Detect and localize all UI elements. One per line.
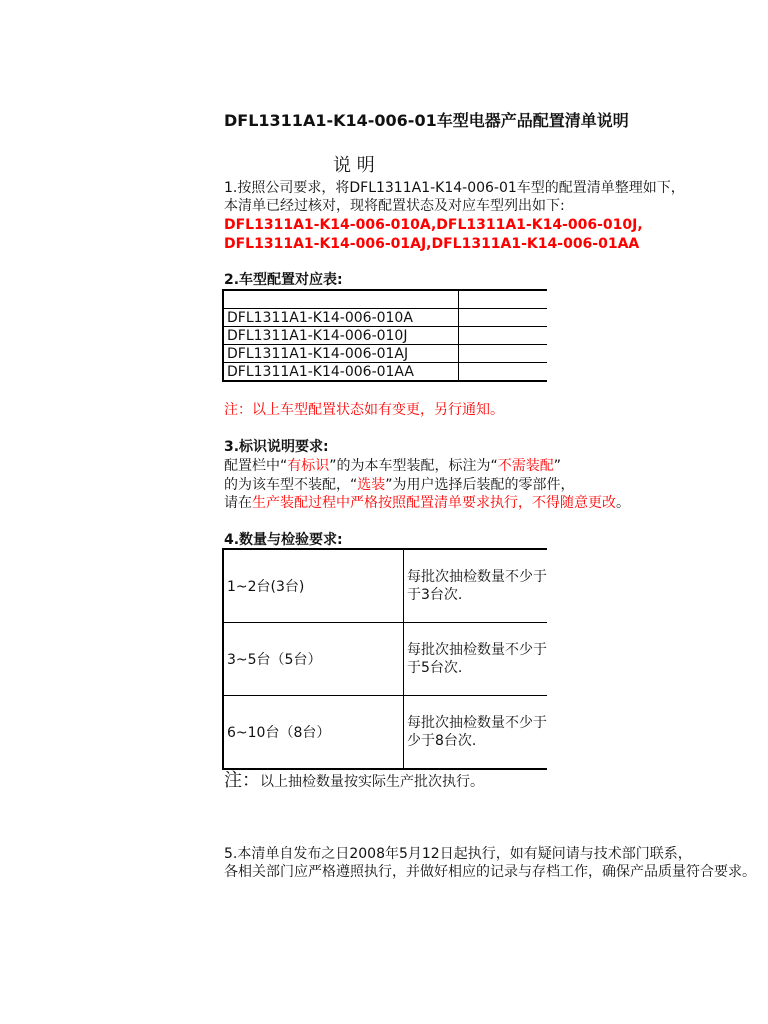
table-row — [223, 290, 547, 309]
document-title: DFL1311A1-K14-006-01车型电器产品配置清单说明 — [224, 111, 629, 130]
model-cell — [223, 290, 459, 309]
desc-line: 于3台次. — [407, 587, 463, 603]
section3-line3 — [224, 494, 630, 512]
text-segment: ”的为本车型装配，标注为“ — [329, 458, 498, 474]
desc-line: 每批次抽检数量不少于 — [407, 569, 547, 585]
highlight-text: 选装 — [357, 477, 386, 493]
quantity-table — [222, 548, 547, 770]
desc-line: 每批次抽检数量不少于 — [407, 715, 547, 731]
document-subtitle: 说 明 — [333, 155, 375, 176]
highlight-text: 不需装配 — [497, 458, 554, 474]
note-text: 以上抽检数量按实际生产批次执行。 — [260, 774, 484, 790]
text-segment: 。 — [616, 495, 630, 511]
model-cell: DFL1311A1-K14-006-01AA — [223, 363, 459, 382]
text-segment: ”为用户选择后装配的零部件， — [385, 477, 575, 493]
section1-line1: 1.按照公司要求，将DFL1311A1-K14-006-01车型的配置清单整理如下， — [224, 180, 685, 196]
table-row — [223, 309, 547, 327]
qty-cell: 3~5台（5台） — [223, 623, 404, 696]
section1-models-2: DFL1311A1-K14-006-01AJ,DFL1311A1-K14-006-01AA — [224, 236, 640, 252]
value-cell — [459, 345, 547, 363]
table-row — [223, 696, 547, 770]
section3-line1 — [224, 457, 561, 475]
section4-heading: 4.数量与检验要求: — [224, 532, 343, 548]
section3-line2 — [224, 476, 575, 494]
desc-line: 于5台次. — [407, 660, 463, 676]
value-cell — [459, 309, 547, 327]
table-row — [223, 549, 547, 623]
value-cell — [459, 363, 547, 382]
qty-cell: 1~2台(3台) — [223, 549, 404, 623]
desc-line: 少于8台次. — [407, 733, 477, 749]
desc-line: 每批次抽检数量不少于 — [407, 642, 547, 658]
section2-heading: 2.车型配置对应表: — [224, 272, 343, 288]
section3-heading: 3.标识说明要求: — [224, 439, 329, 455]
value-cell — [459, 327, 547, 345]
qty-cell: 6~10台（8台） — [223, 696, 404, 770]
highlight-text: 有标识 — [287, 458, 330, 474]
table-row — [223, 623, 547, 696]
section5-line2: 各相关部门应严格遵照执行，并做好相应的记录与存档工作，确保产品质量符合要求。 — [224, 864, 756, 880]
model-cell: DFL1311A1-K14-006-01AJ — [223, 345, 459, 363]
model-config-table — [222, 289, 547, 382]
model-cell: DFL1311A1-K14-006-010A — [223, 309, 459, 327]
text-segment: 配置栏中“ — [224, 458, 288, 474]
highlight-text: 生产装配过程中严格按照配置清单要求执行，不得随意更改 — [252, 495, 616, 511]
desc-cell — [404, 696, 548, 770]
table-row — [223, 345, 547, 363]
section4-note — [224, 772, 484, 791]
text-segment: 的为该车型不装配，“ — [224, 477, 358, 493]
section1-models-1: DFL1311A1-K14-006-010A,DFL1311A1-K14-006-010J, — [224, 217, 643, 233]
desc-cell — [404, 623, 548, 696]
section1-line2: 本清单已经过核对，现将配置状态及对应车型列出如下: — [224, 198, 565, 214]
note-prefix: 注： — [224, 770, 260, 791]
section2-red-note: 注：以上车型配置状态如有变更，另行通知。 — [224, 402, 504, 418]
desc-cell — [404, 549, 548, 623]
text-segment: ” — [553, 458, 562, 474]
section5-line1: 5.本清单自发布之日2008年5月12日起执行，如有疑问请与技术部门联系， — [224, 846, 692, 862]
model-cell: DFL1311A1-K14-006-010J — [223, 327, 459, 345]
value-cell — [459, 290, 547, 309]
text-segment: 请在 — [224, 495, 252, 511]
table-row — [223, 363, 547, 382]
document-page — [224, 0, 756, 1024]
table-row — [223, 327, 547, 345]
